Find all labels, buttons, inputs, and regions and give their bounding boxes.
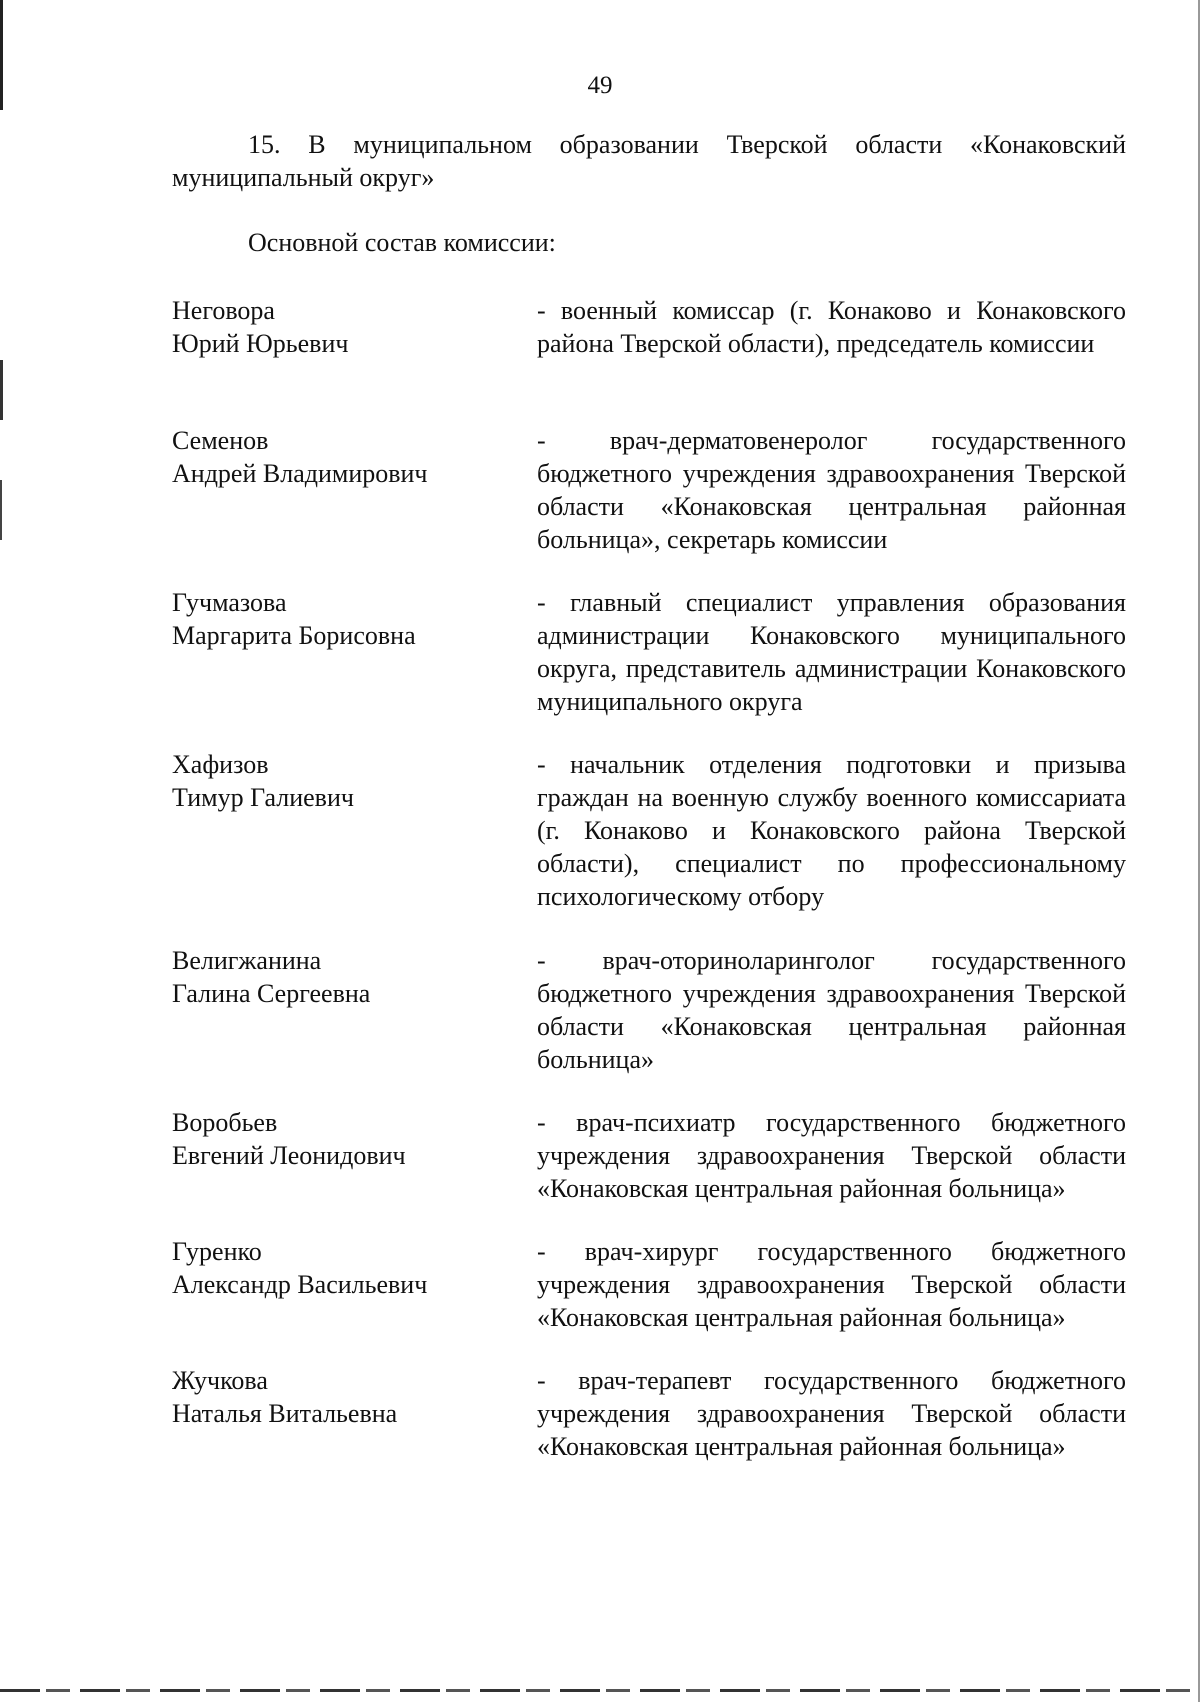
member-role: - главный специалист управления образования администрации Конаковского муниципального округа, представитель администрации Конаковского муниципального округа xyxy=(537,588,1126,716)
scan-edge-mark xyxy=(0,360,3,420)
member-name xyxy=(172,294,532,360)
member-name xyxy=(172,944,532,1010)
scan-bottom-edge xyxy=(0,1689,1200,1692)
member-name xyxy=(172,748,532,814)
member-given-name: Юрий Юрьевич xyxy=(172,329,349,358)
member-name xyxy=(172,424,532,490)
member-given-name: Галина Сергеевна xyxy=(172,979,371,1008)
member-name xyxy=(172,1364,532,1430)
member-given-name: Андрей Владимирович xyxy=(172,459,428,488)
member-given-name: Александр Васильевич xyxy=(172,1270,428,1299)
member-surname: Хафизов xyxy=(172,750,269,779)
member-role: - врач-дерматовенеролог государственного бюджетного учреждения здравоохранения Тверской области «Конаковская центральная районная больница», секретарь комиссии xyxy=(537,426,1126,554)
member-surname: Семенов xyxy=(172,426,269,455)
member-surname: Гучмазова xyxy=(172,588,287,617)
scan-edge-mark xyxy=(0,480,2,540)
member-surname: Жучкова xyxy=(172,1366,268,1395)
member-given-name: Маргарита Борисовна xyxy=(172,621,416,650)
member-given-name: Наталья Витальевна xyxy=(172,1399,398,1428)
member-given-name: Тимур Галиевич xyxy=(172,783,354,812)
member-name xyxy=(172,586,532,652)
section-subheading: Основной состав комиссии: xyxy=(248,228,556,257)
member-role: - врач-оториноларинголог государственного бюджетного учреждения здравоохранения Тверской области «Конаковская центральная районная больница» xyxy=(537,946,1126,1074)
page-number: 49 xyxy=(587,72,613,99)
member-role: - врач-терапевт государственного бюджетного учреждения здравоохранения Тверской области «Конаковская центральная районная больница» xyxy=(537,1366,1126,1461)
member-given-name: Евгений Леонидович xyxy=(172,1141,406,1170)
member-role: - врач-психиатр государственного бюджетного учреждения здравоохранения Тверской области «Конаковская центральная районная больница» xyxy=(537,1108,1126,1203)
member-surname: Неговора xyxy=(172,296,275,325)
member-name xyxy=(172,1106,532,1172)
member-name xyxy=(172,1235,532,1301)
section-intro: 15. В муниципальном образовании Тверской области «Конаковский муниципальный округ» xyxy=(172,130,1126,192)
member-surname: Велигжанина xyxy=(172,946,322,975)
member-role: - начальник отделения подготовки и призыва граждан на военную службу военного комиссариата (г. Конаково и Конаковского района Тверской области), специалист по профессиональному психологическому отбору xyxy=(537,750,1126,911)
member-surname: Воробьев xyxy=(172,1108,278,1137)
member-role: - военный комиссар (г. Конаково и Конаковского района Тверской области), председатель комиссии xyxy=(537,296,1126,358)
member-surname: Гуренко xyxy=(172,1237,262,1266)
member-role: - врач-хирург государственного бюджетного учреждения здравоохранения Тверской области «Конаковская центральная районная больница» xyxy=(537,1237,1126,1332)
